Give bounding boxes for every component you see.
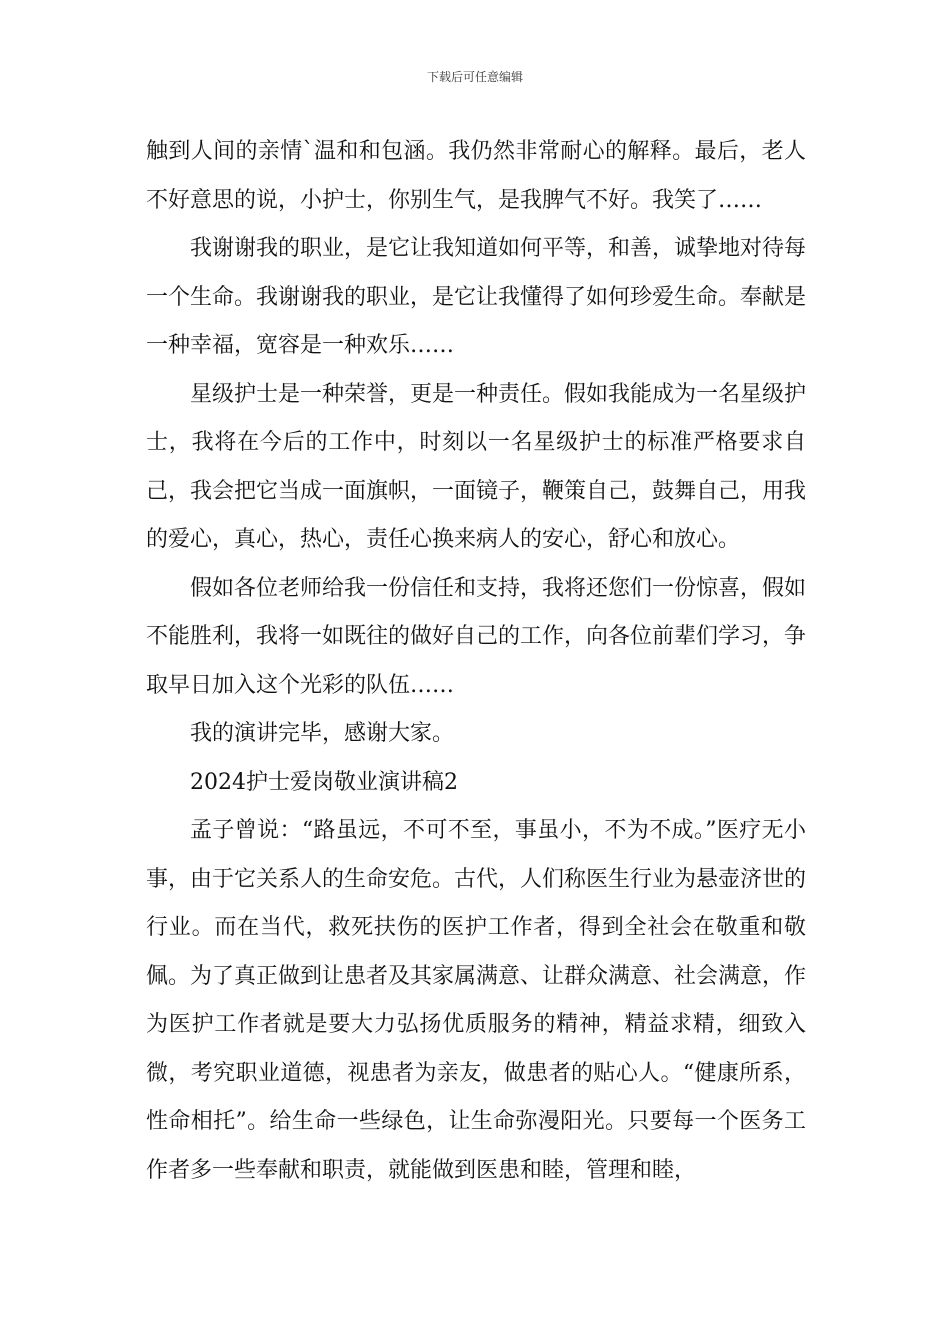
page-header-note: 下载后可任意编辑: [426, 70, 523, 84]
paragraph-gratitude: 我谢谢我的职业，是它让我知道如何平等，和善，诚挚地对待每一个生命。我谢谢我的职业，是它让我懂得了如何珍爱生命。奉献是一种幸福，宽容是一种欢乐……: [146, 236, 807, 358]
paragraph-closing: 我的演讲完毕，感谢大家。: [190, 721, 455, 746]
paragraph-star-nurse: 星级护士是一种荣誉，更是一种责任。假如我能成为一名星级护士，我将在今后的工作中，时刻以一名星级护士的标准严格要求自己，我会把它当成一面旗帜，一面镜子，鞭策自己，鼓舞自己，用我的爱心，真心，热心，责任心换来病人的安心，舒心和放心。: [146, 381, 807, 552]
paragraph-trust: 假如各位老师给我一份信任和支持，我将还您们一份惊喜，假如不能胜利，我将一如既往的做好自己的工作，向各位前辈们学习，争取早日加入这个光彩的队伍……: [146, 575, 807, 698]
section-title: 2024护士爱岗敬业演讲稿2: [190, 769, 458, 795]
paragraph-continuation: 触到人间的亲情`温和和包涵。我仍然非常耐心的解释。最后，老人不好意思的说，小护士，你别生气，是我脾气不好。我笑了……: [146, 139, 806, 213]
paragraph-mencius: 孟子曾说：“路虽远，不可不至，事虽小，不为不成。”医疗无小事，由于它关系人的生命安危。古代，人们称医生行业为悬壶济世的行业。而在当代，救死扶伤的医护工作者，得到全社会在敬重和敬佩。为了真正做到让患者及其家属满意、让群众满意、社会满意，作为医护工作者就是要大力弘扬优质服务的精神，精益求精，细致入微，考究职业道德，视患者为亲友，做患者的贴心人。“健康所系，性命相托”。给生命一些绿色，让生命弥漫阳光。只要每一个医务工作者多一些奉献和职责，就能做到医患和睦，管理和睦，: [146, 818, 807, 1183]
document-body: [146, 128, 806, 1195]
